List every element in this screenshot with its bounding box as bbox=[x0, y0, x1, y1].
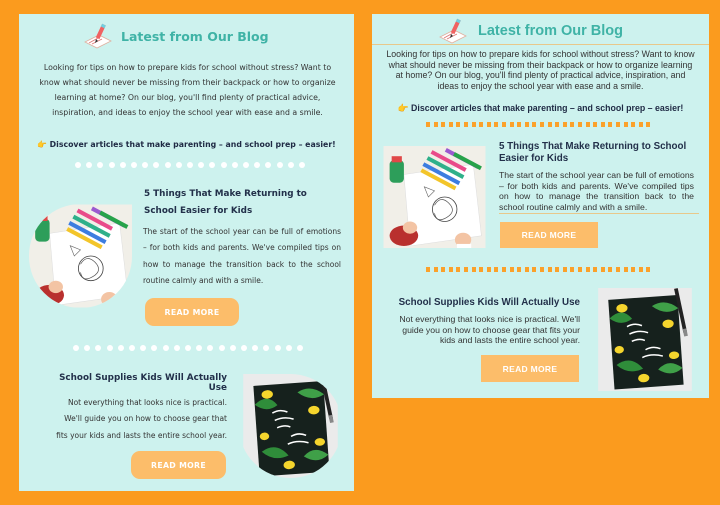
divider-dot bbox=[219, 345, 225, 351]
divider-dash bbox=[639, 122, 643, 127]
divider-dash bbox=[479, 122, 483, 127]
divider-dot bbox=[254, 162, 260, 168]
divider-dash bbox=[464, 122, 468, 127]
divider-dash bbox=[525, 267, 529, 272]
divider-dash bbox=[449, 267, 453, 272]
divider-dash bbox=[646, 267, 650, 272]
divider-dash bbox=[434, 267, 438, 272]
divider-dot bbox=[185, 345, 191, 351]
divider-dash bbox=[578, 267, 582, 272]
article-1-read-more-button[interactable]: READ MORE bbox=[145, 298, 239, 326]
kids-drawing-with-pencils-image bbox=[29, 204, 132, 308]
divider-dash bbox=[608, 267, 612, 272]
divider-dot bbox=[252, 345, 258, 351]
kids-drawing-with-pencils-image bbox=[383, 146, 486, 248]
divider-dash bbox=[586, 267, 590, 272]
divider-dash bbox=[540, 267, 544, 272]
divider-dash bbox=[532, 267, 536, 272]
divider-dot bbox=[232, 162, 238, 168]
divider-dot bbox=[140, 345, 146, 351]
divider-dot bbox=[151, 345, 157, 351]
divider-dot bbox=[107, 345, 113, 351]
divider-dot bbox=[198, 162, 204, 168]
divider-dot bbox=[86, 162, 92, 168]
text-underline bbox=[499, 213, 699, 214]
divider-dash bbox=[586, 122, 590, 127]
divider-dot bbox=[95, 345, 101, 351]
pencil-paper-icon bbox=[436, 17, 470, 45]
divider-dash bbox=[494, 122, 498, 127]
divider-dot bbox=[241, 345, 247, 351]
divider-dash bbox=[646, 122, 650, 127]
divider-dot bbox=[187, 162, 193, 168]
blog-intro: Looking for tips on how to prepare kids for school without stress? Want to know what should never be missing from their backpack or how to organize learning at home? On our blog, you'll find plenty of practical advice, inspiration, and ideas to enjoy the school year with ease and a smile. bbox=[39, 63, 336, 117]
article-2-read-more-button[interactable]: READ MORE bbox=[131, 451, 226, 479]
divider-dash bbox=[426, 267, 430, 272]
divider-dash bbox=[479, 267, 483, 272]
divider-dot bbox=[163, 345, 169, 351]
blog-panel-desktop-render bbox=[19, 14, 354, 491]
divider-dash bbox=[639, 267, 643, 272]
divider-dot bbox=[209, 162, 215, 168]
divider-dot bbox=[118, 345, 124, 351]
divider-dot bbox=[265, 162, 271, 168]
blog-header bbox=[81, 22, 269, 50]
article-2-text: Not everything that looks nice is practical. We'll guide you on how to choose gear that fits your kids and lasts the entire school year. bbox=[399, 314, 580, 345]
divider-dot bbox=[299, 162, 305, 168]
divider-dash bbox=[426, 122, 430, 127]
divider-dash bbox=[631, 267, 635, 272]
blog-intro: Looking for tips on how to prepare kids for school without stress? Want to know what should never be missing from their backpack or how to organize learning at home? On our blog, you'll find plenty of practical advice, inspiration, and ideas to enjoy the school year with ease and a smile. bbox=[386, 49, 695, 91]
divider-dot bbox=[196, 345, 202, 351]
divider-dash bbox=[456, 267, 460, 272]
divider-dash bbox=[502, 267, 506, 272]
divider-dot bbox=[174, 345, 180, 351]
divider-dot bbox=[120, 162, 126, 168]
article-1-text: The start of the school year can be full of emotions – for both kids and parents. We've compiled tips on how to manage the transition back to the school routine calmly and with a smile. bbox=[143, 227, 341, 285]
divider-dash bbox=[548, 122, 552, 127]
article-1-title[interactable]: 5 Things That Make Returning to School Easier for Kids bbox=[499, 141, 687, 164]
blog-cta: 👉 Discover articles that make parenting – and school prep – easier! bbox=[397, 103, 684, 113]
divider-dash bbox=[510, 122, 514, 127]
divider-dash bbox=[517, 267, 521, 272]
divider-dash bbox=[441, 122, 445, 127]
blog-title: Latest from Our Blog bbox=[478, 23, 624, 39]
article-2-title[interactable]: School Supplies Kids Will Actually Use bbox=[59, 373, 227, 393]
divider-dash bbox=[570, 122, 574, 127]
lemon-notebook-image bbox=[239, 374, 342, 478]
article-2-read-more-button[interactable]: READ MORE bbox=[481, 355, 579, 382]
divider-dash bbox=[563, 267, 567, 272]
divider-dash bbox=[464, 267, 468, 272]
divider-dash bbox=[449, 122, 453, 127]
divider-dash bbox=[593, 267, 597, 272]
divider-dot bbox=[221, 162, 227, 168]
divider-dot bbox=[109, 162, 115, 168]
article-2-title[interactable]: School Supplies Kids Will Actually Use bbox=[398, 297, 580, 308]
divider-dash bbox=[624, 267, 628, 272]
divider-dot bbox=[263, 345, 269, 351]
lemon-notebook-image bbox=[594, 288, 696, 391]
divider-dot bbox=[176, 162, 182, 168]
divider-dot bbox=[75, 162, 81, 168]
divider-dot bbox=[73, 345, 79, 351]
divider-dot bbox=[230, 345, 236, 351]
divider-dot bbox=[277, 162, 283, 168]
divider-dash bbox=[616, 122, 620, 127]
divider-dash bbox=[563, 122, 567, 127]
divider-dash bbox=[601, 122, 605, 127]
divider-dash bbox=[601, 267, 605, 272]
divider-dot bbox=[243, 162, 249, 168]
divider-dot bbox=[275, 345, 281, 351]
blog-header bbox=[436, 17, 623, 45]
divider-dash bbox=[525, 122, 529, 127]
divider-dash bbox=[472, 122, 476, 127]
blog-title: Latest from Our Blog bbox=[121, 28, 269, 44]
article-2-text: Not everything that looks nice is practical. We'll guide you on how to choose gear that fits your kids and lasts the entire school year. bbox=[56, 398, 227, 440]
divider-dot bbox=[97, 162, 103, 168]
article-1-read-more-button[interactable]: READ MORE bbox=[500, 222, 598, 248]
divider-dash bbox=[578, 122, 582, 127]
divider-dash bbox=[548, 267, 552, 272]
divider-dash bbox=[472, 267, 476, 272]
article-1-title[interactable]: 5 Things That Make Returning to School Easier for Kids bbox=[144, 189, 307, 216]
divider-dash bbox=[510, 267, 514, 272]
divider-dash bbox=[624, 122, 628, 127]
divider-dot bbox=[153, 162, 159, 168]
divider-dash bbox=[555, 267, 559, 272]
divider-dash bbox=[532, 122, 536, 127]
divider-dot bbox=[129, 345, 135, 351]
divider-dash bbox=[555, 122, 559, 127]
divider-dash bbox=[456, 122, 460, 127]
divider-dash bbox=[631, 122, 635, 127]
divider-dot bbox=[165, 162, 171, 168]
divider-dash bbox=[502, 122, 506, 127]
blog-panel-plain-render bbox=[372, 14, 709, 398]
divider-dash bbox=[494, 267, 498, 272]
divider-dash bbox=[593, 122, 597, 127]
divider-dot bbox=[286, 345, 292, 351]
divider-dot bbox=[84, 345, 90, 351]
divider-dot bbox=[207, 345, 213, 351]
divider-dash bbox=[540, 122, 544, 127]
divider-dot bbox=[131, 162, 137, 168]
divider-dash bbox=[616, 267, 620, 272]
divider-dash bbox=[570, 267, 574, 272]
divider-dot bbox=[297, 345, 303, 351]
divider-dash bbox=[441, 267, 445, 272]
divider-dash bbox=[434, 122, 438, 127]
divider-dash bbox=[487, 267, 491, 272]
divider-dash bbox=[608, 122, 612, 127]
pencil-paper-icon bbox=[81, 22, 115, 50]
divider-dot bbox=[288, 162, 294, 168]
divider-dash bbox=[517, 122, 521, 127]
blog-cta: 👉 Discover articles that make parenting – and school prep – easier! bbox=[37, 140, 336, 149]
article-1-text: The start of the school year can be full of emotions – for both kids and parents. We've compiled tips on how to manage the transition back to the school routine calmly and with a smile. bbox=[499, 170, 694, 212]
divider-dot bbox=[142, 162, 148, 168]
header-underline bbox=[372, 44, 709, 45]
divider-dash bbox=[487, 122, 491, 127]
